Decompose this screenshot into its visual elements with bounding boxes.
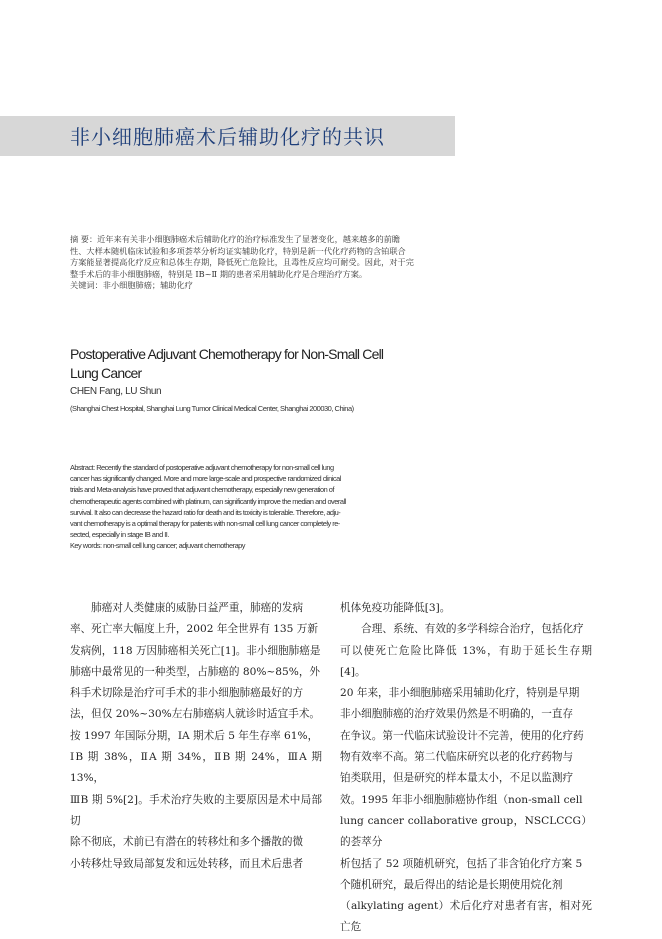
- english-affiliation: (Shanghai Chest Hospital, Shanghai Lung Tumor Clinical Medical Center, Shanghai 200030, China): [70, 404, 354, 413]
- english-abstract-line: cancer has significantly changed. More and more large-scale and prospective randomized clinical: [70, 474, 341, 484]
- body-line: 铂类联用，但是研究的样本量太小，不足以监测疗: [340, 772, 574, 785]
- body-line: 效。1995 年非小细胞肺癌协作组（non-small cell: [340, 793, 583, 806]
- body-line: 个随机研究，最后得出的结论是长期使用烷化剂: [340, 878, 563, 891]
- body-line: 率、死亡率大幅度上升，2002 年全世界有 135 万新: [70, 623, 318, 636]
- body-line: 可以使死亡危险比降低 13%，有助于延长生存期[4]。: [340, 644, 592, 678]
- english-title-line: Postoperative Adjuvant Chemotherapy for Non-Small Cell: [70, 346, 384, 362]
- body-line: 非小细胞肺癌的治疗效果仍然是不明确的，一直存: [340, 708, 574, 721]
- chinese-abstract: [70, 234, 590, 292]
- body-line: 物有效率不高。第二代临床研究以老的化疗药物与: [340, 751, 574, 764]
- body-line: ⅠB 期 38%，ⅡA 期 34%，ⅡB 期 24%，ⅢA 期 13%，: [70, 751, 322, 785]
- english-abstract-line: vant chemotherapy is a optimal therapy for patients with non-small cell lung cancer completely re-: [70, 519, 340, 529]
- body-column-left: [70, 598, 322, 875]
- chinese-abstract-line: 方案能显著提高化疗反应和总体生存期，降低死亡危险比，且毒性反应均可耐受。因此，对于完: [70, 257, 414, 267]
- english-title: [70, 345, 490, 383]
- body-line: 法，但仅 20%~30%左右肺癌病人就诊时适宜手术。: [70, 708, 321, 721]
- chinese-abstract-line: 摘 要：近年来有关非小细胞肺癌术后辅助化疗的治疗标准发生了显著变化，越来越多的前瞻: [70, 234, 401, 244]
- page-title: 非小细胞肺癌术后辅助化疗的共识: [70, 125, 385, 149]
- english-abstract: [70, 462, 375, 552]
- body-line: 合理、系统、有效的多学科综合治疗，包括化疗: [340, 623, 584, 636]
- english-abstract-line: sected, especially in stage IB and II.: [70, 530, 169, 540]
- english-keywords: Key words: non-small cell lung cancer; adjuvant chemotherapy: [70, 541, 245, 551]
- body-line: 20 年来，非小细胞肺癌采用辅助化疗，特别是早期: [340, 687, 580, 700]
- body-line: 机体免疫功能降低[3]。: [340, 602, 451, 614]
- english-authors: CHEN Fang, LU Shun: [70, 386, 162, 397]
- chinese-abstract-line: 性、大样本随机临床试验和多项荟萃分析均证实辅助化疗，特别是新一代化疗药物的含铂联合: [70, 245, 406, 256]
- body-line: 在争议。第一代临床试验设计不完善，使用的化疗药: [340, 729, 584, 742]
- body-line: ⅢB 期 5%[2]。手术治疗失败的主要原因是术中局部切: [70, 793, 322, 827]
- body-line: 肺癌中最常见的一种类型，占肺癌的 80%~85%，外: [70, 665, 321, 678]
- body-line: 析包括了 52 项随机研究，包括了非含铂化疗方案 5: [340, 857, 583, 870]
- body-line: 除不彻底，术前已有潜在的转移灶和多个播散的微: [70, 836, 304, 849]
- body-line: 小转移灶导致局部复发和远处转移，而且术后患者: [70, 857, 304, 870]
- body-line: lung cancer collaborative group，NSCLCCG）的荟萃分: [340, 814, 592, 849]
- english-abstract-line: Abstract: Recently the standard of postoperative adjuvant chemotherapy for non-small cell lung: [70, 463, 334, 472]
- body-line: 按 1997 年国际分期，ⅠA 期术后 5 年生存率 61%，: [70, 729, 319, 742]
- body-line: （alkylating agent）术后化疗对患者有害，相对死亡危: [340, 900, 592, 934]
- english-abstract-line: trials and Meta-analysis have proved that adjuvant chemotherapy, especially new generation of: [70, 485, 334, 495]
- english-abstract-line: chemotherapeutic agents combined with platinum, can significantly improve the median and overall: [70, 496, 346, 506]
- chinese-keywords: 关键词：非小细胞肺癌；辅助化疗: [70, 280, 193, 290]
- body-line: 科手术切除是治疗可手术的非小细胞肺癌最好的方: [70, 687, 304, 700]
- english-title-line: Lung Cancer: [70, 365, 142, 381]
- body-line: 发病例，118 万因肺癌相关死亡[1]。非小细胞肺癌是: [70, 644, 321, 657]
- body-line: 肺癌对人类健康的威胁日益严重，肺癌的发病: [70, 602, 304, 614]
- english-abstract-line: survival. It also can decrease the hazard ratio for death and its toxicity is tolerable. Therefore, adju-: [70, 507, 341, 517]
- body-column-right: [340, 598, 592, 939]
- chinese-abstract-line: 整手术后的非小细胞肺癌，特别是 ⅠB~Ⅱ 期的患者采用辅助化疗是合理治疗方案。: [70, 268, 368, 279]
